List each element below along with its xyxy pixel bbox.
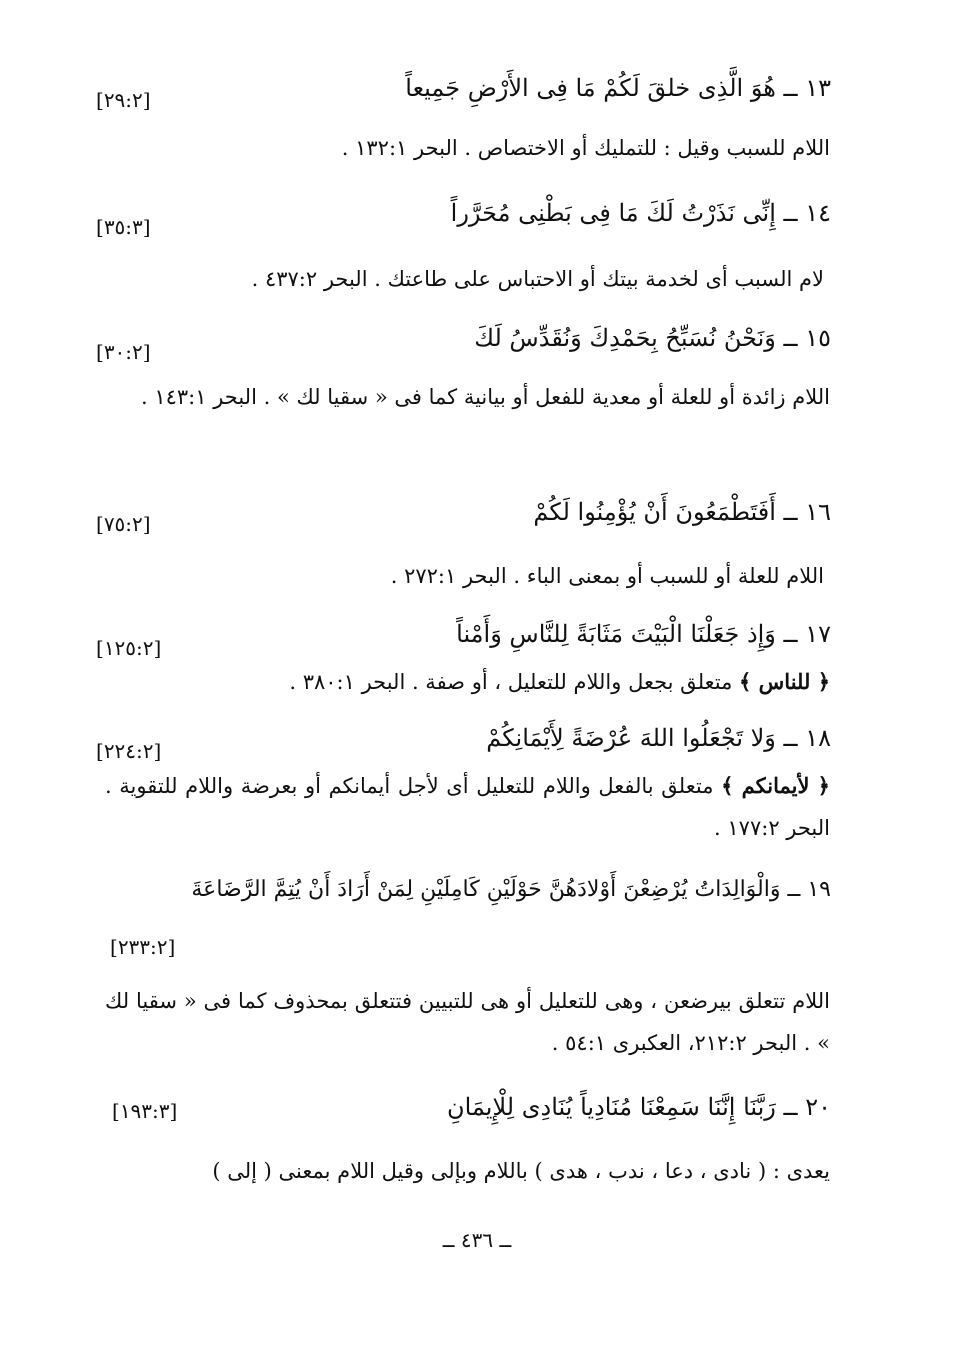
verse-line: [96, 612, 831, 660]
verse-text: ١٤ ــ إِنِّى نَذَرْتُ لَكَ مَا فِى بَطْنِى مُحَرَّراً: [450, 199, 831, 227]
verse-line: [96, 1085, 831, 1129]
verse-line: [108, 868, 831, 912]
commentary-note: يعدى : ( نادى ، دعا ، ندب ، هدى ) باللام وبإلى وقيل اللام بمعنى ( إلى ): [212, 1159, 830, 1183]
commentary-note: [105, 765, 830, 849]
page-number: ــ ٤٣٦ ــ: [442, 1228, 512, 1252]
commentary-text: متعلق بجعل واللام للتعليل ، أو صفة . البحر ٣٨٠:١ .: [289, 670, 733, 694]
verse-text: ١٧ ــ وَإِذ جَعَلْنَا الْبَيْتَ مَثَابَةً لِلنَّاسِ وَأَمْناً: [456, 620, 831, 648]
verse-line: [96, 716, 831, 763]
verse-reference: [١٩٣:٣]: [112, 1099, 178, 1123]
verse-reference: [١٢٥:٢]: [96, 636, 162, 660]
commentary-note: اللام تتعلق بيرضعن ، وهى للتعليل أو هى للتبيين فتتعلق بمحذوف كما فى « سقيا لك » . البحر ٢١٢:٢، العكبرى ٥٤:١ .: [105, 989, 830, 1055]
verse-line: [96, 490, 831, 534]
commentary-note: اللام للعلة أو للسبب أو بمعنى الباء . البحر ٢٧٢:١ .: [390, 564, 824, 588]
verse-text: ١٥ ــ وَنَحْنُ نُسَبِّحُ بِحَمْدِكَ وَنُقَدِّسُ لَكَ: [474, 324, 831, 352]
verse-line: [96, 191, 831, 239]
verse-line: [96, 316, 831, 364]
commentary-note: [289, 661, 830, 703]
quoted-word: ﴿ للناس ﴾: [739, 669, 830, 694]
verse-line: [96, 66, 831, 110]
commentary-note: لام السبب أى لخدمة بيتك أو الاحتباس على طاعتك . البحر ٤٣٧:٢ .: [251, 267, 824, 291]
quoted-word: ﴿ لأيمانكم ﴾: [721, 773, 830, 798]
verse-reference: [٢٢٤:٢]: [96, 739, 162, 763]
verse-text: ٢٠ ــ رَبَّنَا إِنَّنَا سَمِعْنَا مُنَادِياً يُنَادِى لِلْإِيمَانِ: [446, 1093, 831, 1121]
verse-text: ١٩ ــ وَالْوَالِدَاتُ يُرْضِعْنَ أَوْلادَهُنَّ حَوْلَيْنِ كَامِلَيْنِ لِمَنْ أَرَادَ أَنْ يُتِمَّ الرَّضَاعَةَ: [191, 877, 831, 902]
verse-reference: [٣٥:٣]: [96, 215, 151, 239]
commentary-note: اللام للسبب وقيل : للتمليك أو الاختصاص . البحر ١٣٢:١ .: [341, 136, 830, 160]
verse-reference: [٧٥:٢]: [96, 512, 151, 536]
verse-reference: [٢٣٣:٢]: [110, 935, 176, 959]
commentary-note: اللام زائدة أو للعلة أو معدية للفعل أو بيانية كما فى « سقيا لك » . البحر ١٤٣:١ .: [140, 385, 830, 409]
commentary-text: متعلق بالفعل واللام للتعليل أى لأجل أيمانكم أو بعرضة واللام للتقوية . البحر ١٧٧:٢ .: [105, 774, 830, 840]
verse-reference: [٣٠:٢]: [96, 340, 151, 364]
verse-text: ١٦ ــ أَفَتَطْمَعُونَ أَنْ يُؤْمِنُوا لَكُمْ: [533, 498, 831, 526]
verse-text: ١٣ ــ هُوَ الَّذِى خلقَ لَكُمْ مَا فِى الأَرْضِ جَمِيعاً: [405, 74, 831, 102]
verse-reference: [٢٩:٢]: [96, 88, 151, 112]
verse-text: ١٨ ــ وَلا تَجْعَلُوا اللهَ عُرْضَةً لِأَيْمَانِكُمْ: [486, 724, 831, 752]
